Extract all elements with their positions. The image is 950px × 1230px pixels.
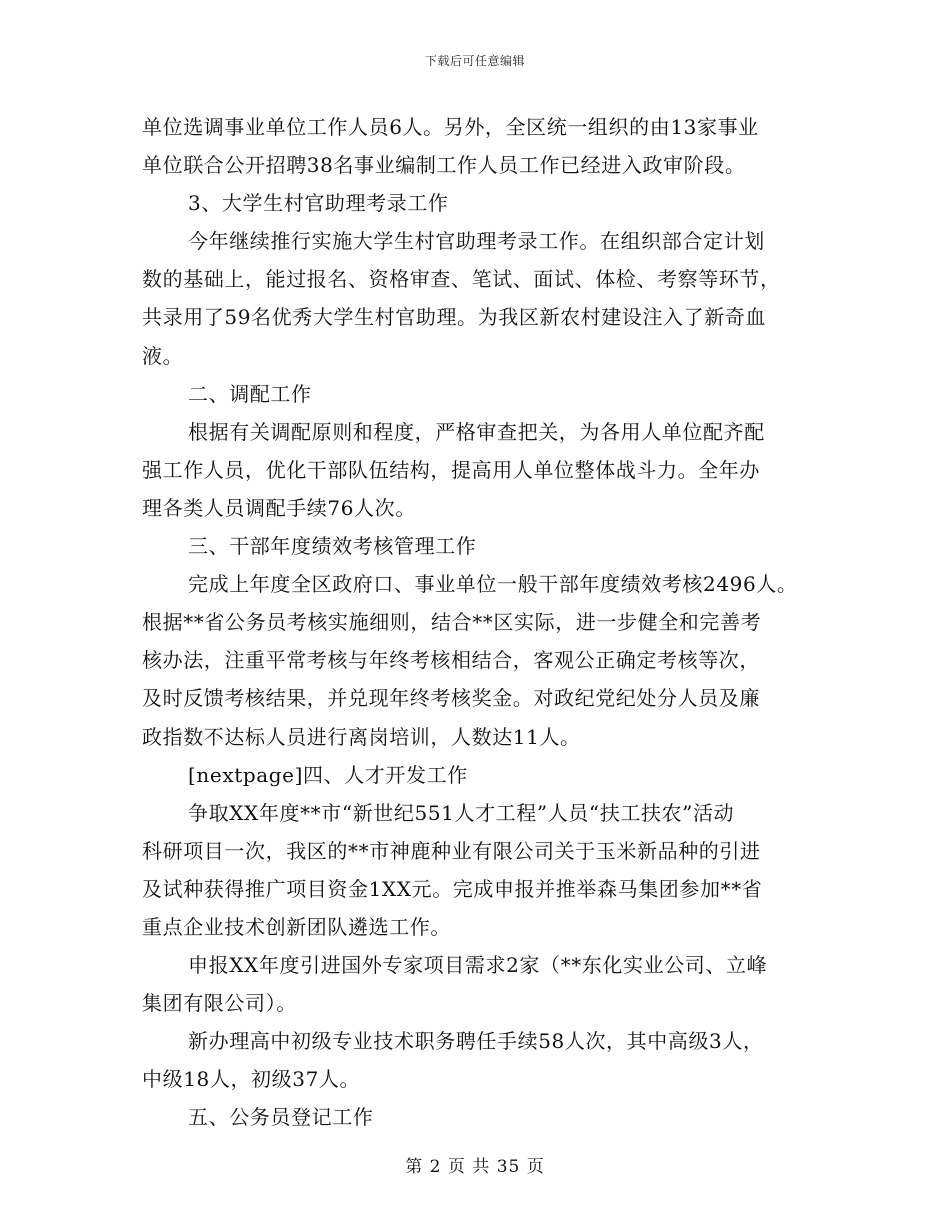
section-heading: 二、调配工作 [188, 381, 312, 406]
text-line: 科研项目一次，我区的**市神鹿种业有限公司关于玉米新品种的引进 [142, 838, 761, 863]
section-heading: [nextpage]四、人才开发工作 [188, 762, 468, 787]
text-line: 中级18人，初级37人。 [142, 1067, 361, 1092]
text-line: 今年继续推行实施大学生村官助理考录工作。在组织部合定计划 [188, 229, 765, 254]
text-line: 强工作人员，优化干部队伍结构，提高用人单位整体战斗力。全年办 [142, 457, 760, 482]
text-line: 新办理高中初级专业技术职务聘任手续58人次，其中高级3人， [188, 1029, 764, 1054]
text-line: 根据有关调配原则和程度，严格审查把关，为各用人单位配齐配 [188, 419, 765, 444]
text-line: 单位联合公开招聘38名事业编制工作人员工作已经进入政审阶段。 [142, 153, 746, 178]
text-line: 及试种获得推广项目资金1XX元。完成申报并推举森马集团参加**省 [142, 876, 763, 901]
text-line: 根据**省公务员考核实施细则，结合**区实际，进一步健全和完善考 [142, 610, 762, 635]
text-line: 数的基础上，能过报名、资格审查、笔试、面试、体检、考察等环节， [142, 267, 781, 292]
text-line: 及时反馈考核结果，并兑现年终考核奖金。对政纪党纪处分人员及廉 [142, 686, 760, 711]
text-line: 理各类人员调配手续76人次。 [142, 495, 416, 520]
document-body [142, 108, 842, 1137]
text-line: 核办法，注重平常考核与年终考核相结合，客观公正确定考核等次， [142, 648, 760, 673]
text-line: 政指数不达标人员进行离岗培训，人数达11人。 [142, 724, 581, 749]
page-footer: 第 2 页 共 35 页 [405, 1157, 545, 1177]
text-line: 共录用了59名优秀大学生村官助理。为我区新农村建设注入了新奇血 [142, 305, 767, 330]
text-line: 争取XX年度**市“新世纪551人才工程”人员“扶工扶农”活动 [188, 800, 735, 825]
section-heading: 三、干部年度绩效考核管理工作 [188, 534, 477, 559]
page-header: 下载后可任意编辑 [424, 54, 525, 68]
section-heading: 五、公务员登记工作 [188, 1105, 374, 1130]
text-line: 单位选调事业单位工作人员6人。另外，全区统一组织的由13家事业 [142, 115, 759, 139]
text-line: 集团有限公司）。 [142, 991, 297, 1016]
text-line: 完成上年度全区政府口、事业单位一般干部年度绩效考核2496人。 [188, 572, 798, 597]
text-line: 申报XX年度引进国外专家项目需求2家（**东化实业公司、立峰 [188, 953, 768, 978]
text-line: 重点企业技术创新团队遴选工作。 [142, 914, 451, 939]
text-line: 液。 [142, 343, 184, 368]
subsection-heading: 3、大学生村官助理考录工作 [188, 191, 449, 216]
